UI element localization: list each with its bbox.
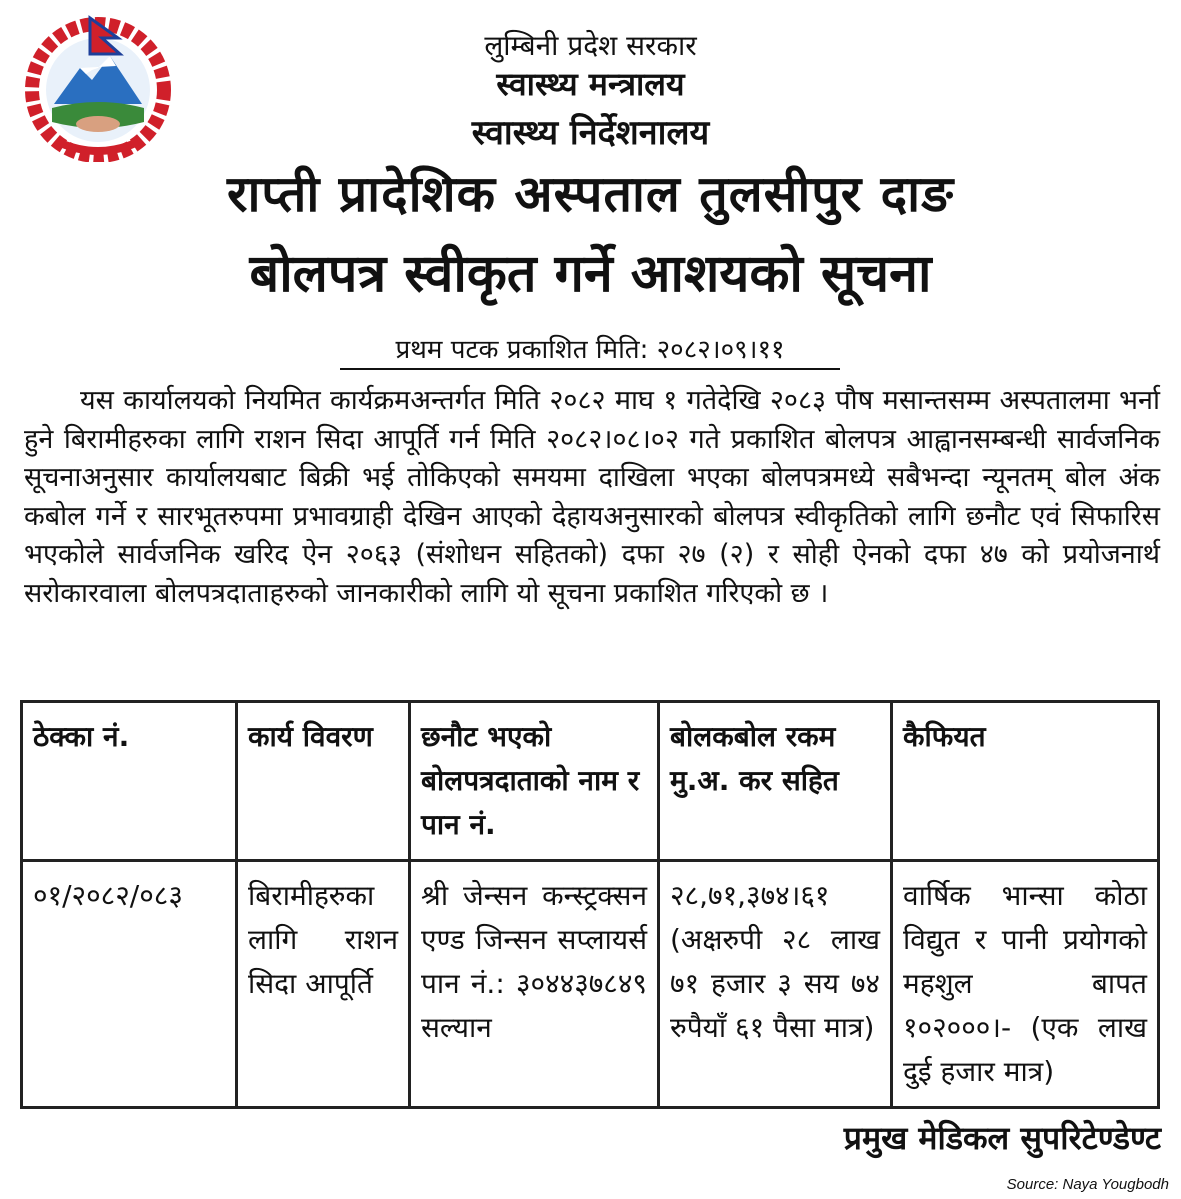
col-bid-amount: बोलकबोल रकम मु.अ. कर सहित <box>659 702 892 861</box>
directorate-name: स्वास्थ्य निर्देशनालय <box>471 113 710 153</box>
table-row <box>22 861 1159 1108</box>
notice-title: बोलपत्र स्वीकृत गर्ने आशयको सूचना <box>249 244 932 304</box>
col-contract-no: ठेक्का नं. <box>22 702 237 861</box>
col-work-description: कार्य विवरण <box>237 702 410 861</box>
ministry-name: स्वास्थ्य मन्त्रालय <box>496 65 685 103</box>
award-table <box>20 700 1160 1109</box>
col-remarks: कैफियत <box>892 702 1159 861</box>
bid-amount: २८,७१,३७४।६१ (अक्षरुपी २८ लाख ७१ हजार ३ सय ७४ रुपैयाँ ६१ पैसा मात्र) <box>659 861 892 1108</box>
col-selected-bidder: छनौट भएको बोलपत्रदाताको नाम र पान नं. <box>410 702 659 861</box>
remarks: वार्षिक भान्सा कोठा विद्युत र पानी प्रयोगको महशुल बापत १०२०००।- (एक लाख दुई हजार मात्र) <box>892 861 1159 1108</box>
selected-bidder: श्री जेन्सन कन्स्ट्रक्सन एण्ड जिन्सन सप्लायर्स पान नं.: ३०४४३७८४९ सल्यान <box>410 861 659 1108</box>
signatory-title: प्रमुख मेडिकल सुपरिटेण्डेण्ट <box>843 1119 1161 1157</box>
hospital-name: राप्ती प्रादेशिक अस्पताल तुलसीपुर दाङ <box>227 165 954 223</box>
published-date: प्रथम पटक प्रकाशित मिति: २०८२।०९।११ <box>340 330 840 370</box>
contract-no: ०१/२०८२/०८३ <box>22 861 237 1108</box>
table-header-row <box>22 702 1159 861</box>
work-description: बिरामीहरुका लागि राशन सिदा आपूर्ति <box>237 861 410 1108</box>
source-credit: Source: Naya Yougbodh <box>1006 1176 1169 1193</box>
government-name: लुम्बिनी प्रदेश सरकार <box>484 29 697 62</box>
notice-body: यस कार्यालयको नियमित कार्यक्रमअन्तर्गत मिति २०८२ माघ १ गतेदेखि २०८३ पौष मसान्तसम्म अस्पतालमा भर्ना हुने बिरामीहरुका लागि राशन सिदा आपूर्ति गर्न मिति २०८२।०८।०२ गते प्रकाशित बोलपत्र आह्वानसम्बन्धी सार्वजनिक सूचनाअनुसार कार्यालयबाट बिक्री भई तोकिएको समयमा दाखिला भएका बोलपत्रमध्ये सबैभन्दा न्यूनतम् बोल अंक कबोल गर्ने र सारभूतरुपमा प्रभावग्राही देखिन आएको देहायअनुसारको बोलपत्र स्वीकृतिको लागि छनौट एवं सिफारिस भएकोले सार्वजनिक खरिद ऐन २०६३ (संशोधन सहितको) दफा २७ (२) र सोही ऐनको दफा ४७ को प्रयोजनार्थ सरोकारवाला बोलपत्रदाताहरुको जानकारीको लागि यो सूचना प्रकाशित गरिएको छ । <box>24 385 1160 609</box>
